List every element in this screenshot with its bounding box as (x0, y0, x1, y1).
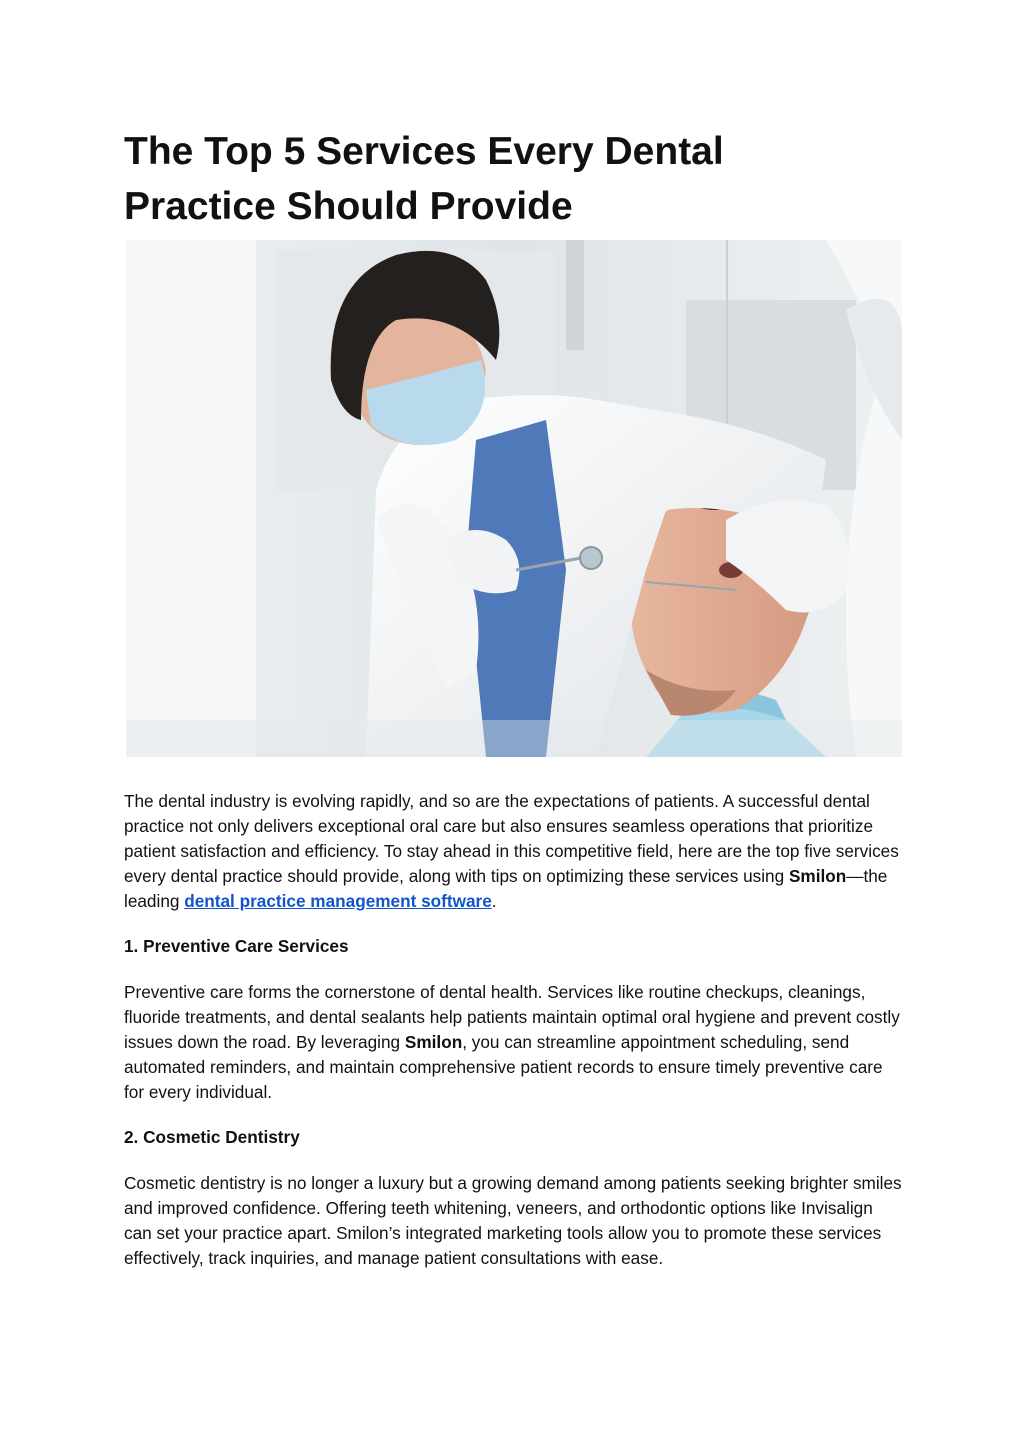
cosmetic-dentistry-paragraph: Cosmetic dentistry is no longer a luxury but a growing demand among patients seeking brighter smiles and improved confidence. Offering teeth whitening, veneers, and orthodontic options like Invisalign can set your practice apart. Smilon’s integrated marketing tools allow you to promote these services effectively, track inquiries, and manage patient consultations with ease. (124, 1173, 902, 1268)
article-title (124, 124, 904, 234)
dental-software-link[interactable]: dental practice management software (184, 891, 492, 911)
title-line-1: The Top 5 Services Every Dental (124, 130, 724, 173)
intro-paragraph (124, 789, 904, 914)
intro-text-after: . (491, 891, 497, 911)
brand-name: Smilon (788, 866, 847, 886)
preventive-text-before: Preventive care forms the cornerstone of dental health. Services like routine checkups, cleanings, fluoride treatments, and dental sealants help patients maintain optimal oral hygiene and prevent costly issues down the road. By leveraging (124, 982, 900, 1052)
intro-text-before: The dental industry is evolving rapidly, and so are the expectations of patients. A successful dental practice not only delivers exceptional oral care but also ensures seamless operations that prioritize patient satisfaction and efficiency. To stay ahead in this competitive field, here are the top five services every dental practice should provide, along with tips on optimizing these services using (124, 791, 899, 886)
brand-name: Smilon (404, 1032, 463, 1052)
section-heading-preventive-care: 1. Preventive Care Services (124, 936, 349, 956)
preventive-care-paragraph (124, 980, 904, 1105)
section-heading-cosmetic-dentistry: 2. Cosmetic Dentistry (124, 1127, 300, 1147)
preventive-text-after: , you can streamline appointment scheduling, send automated reminders, and maintain comprehensive patient records to ensure timely preventive care for every individual. (124, 1032, 883, 1102)
title-line-2: Practice Should Provide (124, 185, 573, 228)
hero-image-dentist-examining-patient (126, 240, 902, 757)
intro-text-middle: —the leading (124, 866, 888, 911)
